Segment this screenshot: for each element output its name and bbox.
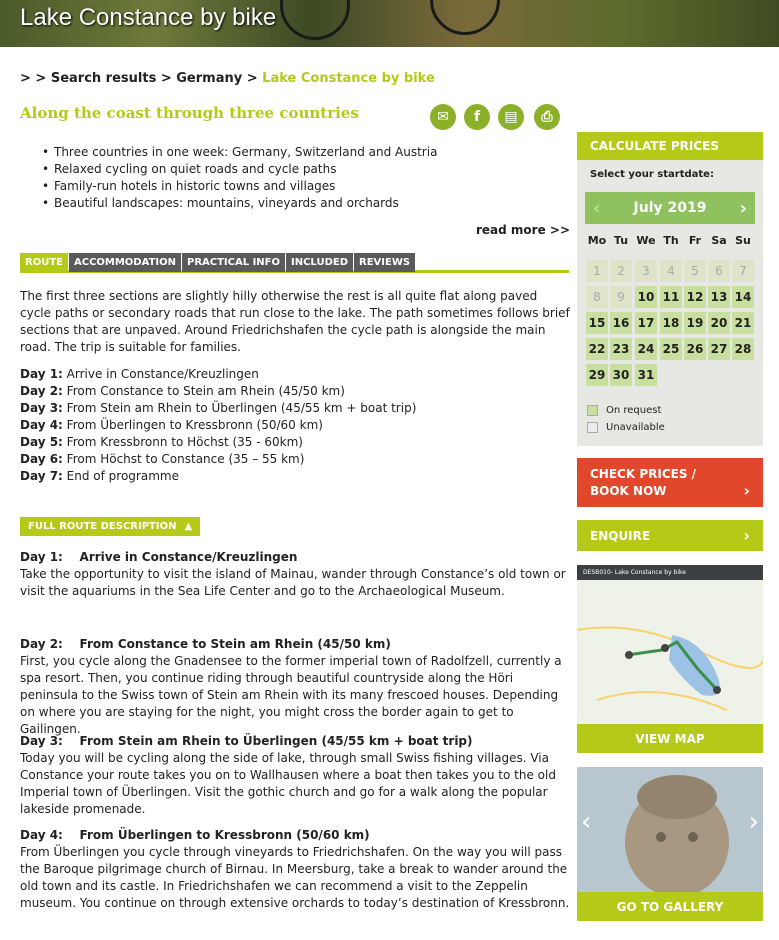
calendar-day: 2	[610, 260, 632, 282]
day-summary-item: Day 4: From Überlingen to Kressbronn (50/60 km)	[20, 418, 323, 432]
calculate-prices-title: CALCULATE PRICES	[577, 132, 763, 160]
chevron-right-icon[interactable]: ›	[739, 197, 747, 219]
hero-title: Lake Constance by bike	[20, 4, 277, 31]
list-item: • Family-run hotels in historic towns and villages	[42, 178, 437, 195]
calendar-day[interactable]: 10	[635, 286, 657, 308]
legend-unavailable	[587, 422, 665, 433]
day-text: Take the opportunity to visit the island of Mainau, wander through Constance’s old town or visit the aquariums in the Sea Life Center and go to the Archaeological Museum.	[20, 567, 566, 598]
page-title: Along the coast through three countries	[20, 104, 359, 122]
calendar-day: 9	[610, 286, 632, 308]
day-text: From Überlingen you cycle through vineyards to Friedrichshafen. On the way you will pass the Baroque pilgrimage church of Birnau. In Meersburg, take a break to wander around the old town and its castle. In Friedrichshafen we can recommend a visit to the Zeppelin museum. You continue on through extensive orchards to today’s destination of Kressbronn.	[20, 845, 570, 910]
weekday-label: We	[636, 234, 656, 247]
day-summary-item: Day 5: From Kressbronn to Höchst (35 - 60km)	[20, 435, 303, 449]
tab-included[interactable]: INCLUDED	[286, 253, 353, 272]
day-detail	[20, 733, 570, 818]
weekday-label: Su	[735, 234, 751, 247]
tab-practical-info[interactable]: PRACTICAL INFO	[182, 253, 285, 272]
calendar-day: 4	[660, 260, 682, 282]
gallery-image[interactable]	[577, 767, 763, 892]
legend-label: Unavailable	[606, 422, 665, 433]
calendar-day[interactable]: 23	[610, 338, 632, 360]
list-item: • Beautiful landscapes: mountains, vineyards and orchards	[42, 195, 437, 212]
map-image	[577, 580, 763, 724]
calendar-day[interactable]: 22	[586, 338, 608, 360]
startdate-label: Select your startdate:	[590, 169, 714, 180]
legend-on-request	[587, 405, 661, 416]
day-detail	[20, 827, 570, 912]
print-icon[interactable]: ⎙	[534, 104, 560, 130]
chevron-right-icon: ›	[743, 526, 750, 545]
enquire-label: ENQUIRE	[590, 528, 651, 543]
calculate-prices-panel	[577, 132, 763, 446]
tab-reviews[interactable]: REVIEWS	[354, 253, 415, 272]
enquire-button[interactable]	[577, 520, 763, 551]
day-text: Today you will be cycling along the side of lake, through small Swiss fishing villages. Via Constance your route takes you on to Wallhausen where a boat then takes you to the old Imperial town of Überlingen. Visit the gothic church and go for a walk along the popular lakeside promenade.	[20, 751, 556, 816]
calendar-day[interactable]: 17	[635, 312, 657, 334]
breadcrumb-current: Lake Constance by bike	[262, 71, 435, 86]
calendar-day[interactable]: 15	[586, 312, 608, 334]
day-heading: Day 2: From Constance to Stein am Rhein (45/50 km)	[20, 637, 391, 651]
pdf-icon[interactable]: ▤	[498, 104, 524, 130]
breadcrumb	[20, 71, 435, 86]
calendar-day[interactable]: 24	[635, 338, 657, 360]
highlights-list	[42, 144, 437, 212]
calendar-day: 1	[586, 260, 608, 282]
weekday-label: Sa	[711, 234, 727, 247]
route-intro: The first three sections are slightly hilly otherwise the rest is all quite flat along paved cycle paths or secondary roads that run close to the lake. The path sometimes follows brief sections that are unpaved. Around Friedrichshafen the cycle path is alongside the main road. The trip is suitable for families.	[20, 289, 570, 354]
statue-photo	[577, 767, 763, 892]
list-item: • Three countries in one week: Germany, Switzerland and Austria	[42, 144, 437, 161]
bike-wheel-image	[280, 0, 350, 40]
calendar-day[interactable]: 21	[732, 312, 754, 334]
go-to-gallery-button[interactable]: GO TO GALLERY	[577, 892, 763, 921]
calendar-day[interactable]: 26	[684, 338, 706, 360]
calendar-day[interactable]: 29	[586, 364, 608, 386]
book-label: CHECK PRICES / BOOK NOW	[590, 467, 697, 498]
calendar-day[interactable]: 13	[708, 286, 730, 308]
calendar-day[interactable]: 14	[732, 286, 754, 308]
weekday-label: Mo	[587, 234, 607, 247]
weekday-label: Fr	[688, 234, 702, 247]
calendar-day[interactable]: 19	[684, 312, 706, 334]
weekday-label: Tu	[613, 234, 629, 247]
weekday-label: Th	[663, 234, 679, 247]
day-detail	[20, 549, 570, 600]
days-summary	[20, 366, 570, 485]
tab-accommodation[interactable]: ACCOMMODATION	[69, 253, 181, 272]
facebook-icon[interactable]: f	[464, 104, 490, 130]
caret-up-icon: ▲	[184, 521, 193, 532]
calendar-day: 6	[708, 260, 730, 282]
calendar-day: 3	[635, 260, 657, 282]
calendar-day[interactable]: 25	[660, 338, 682, 360]
day-summary-item: Day 3: From Stein am Rhein to Überlingen (45/55 km + boat trip)	[20, 401, 417, 415]
calendar-day[interactable]: 16	[610, 312, 632, 334]
calendar-month: July 2019	[633, 200, 707, 216]
check-prices-book-button[interactable]	[577, 458, 763, 507]
chevron-left-icon[interactable]: ‹	[593, 197, 601, 219]
day-summary-item: Day 6: From Höchst to Constance (35 – 55 km)	[20, 452, 305, 466]
day-summary-item: Day 7: End of programme	[20, 469, 179, 483]
calendar-day[interactable]: 18	[660, 312, 682, 334]
day-heading: Day 1: Arrive in Constance/Kreuzlingen	[20, 550, 298, 564]
day-summary-item: Day 1: Arrive in Constance/Kreuzlingen	[20, 367, 259, 381]
hero-banner	[0, 0, 779, 47]
legend-swatch	[587, 422, 598, 433]
calendar-day[interactable]: 20	[708, 312, 730, 334]
map-title-bar	[577, 565, 763, 580]
calendar-day[interactable]: 31	[635, 364, 657, 386]
bike-wheel-image	[430, 0, 500, 35]
read-more-link[interactable]: read more >>	[476, 223, 571, 237]
calendar-day: 5	[684, 260, 706, 282]
full-route-description-button[interactable]	[20, 517, 200, 536]
day-text: First, you cycle along the Gnadensee to the former imperial town of Radolfzell, currently a spa resort. Then, you continue riding through beautiful countryside along the Höri peninsula to the Swiss town of Stein am Rhein with its many frescoed houses. Depending on where you are staying for the night, you might cross the border again to get to Gailingen.	[20, 654, 562, 736]
day-summary-item: Day 2: From Constance to Stein am Rhein (45/50 km)	[20, 384, 345, 398]
chevron-left-icon[interactable]: ‹	[581, 807, 592, 837]
route-map-thumbnail[interactable]	[577, 565, 763, 724]
calendar-day[interactable]: 28	[732, 338, 754, 360]
chevron-right-icon: ›	[743, 481, 750, 500]
day-detail	[20, 636, 570, 738]
list-item: • Relaxed cycling on quiet roads and cycle paths	[42, 161, 437, 178]
day-heading: Day 4: From Überlingen to Kressbronn (50/60 km)	[20, 828, 370, 842]
tab-route[interactable]: ROUTE	[20, 253, 68, 272]
view-map-button[interactable]: VIEW MAP	[577, 724, 763, 753]
breadcrumb-links[interactable]: > > Search results > Germany >	[20, 71, 263, 86]
tab-bar	[20, 253, 569, 273]
day-heading: Day 3: From Stein am Rhein to Überlingen (45/55 km + boat trip)	[20, 734, 473, 748]
legend-swatch	[587, 405, 598, 416]
chevron-right-icon[interactable]: ›	[748, 807, 759, 837]
calendar-day[interactable]: 30	[610, 364, 632, 386]
calendar-day: 8	[586, 286, 608, 308]
calendar-day[interactable]: 12	[684, 286, 706, 308]
email-icon[interactable]: ✉	[430, 104, 456, 130]
calendar-header	[585, 192, 755, 224]
calendar-day: 7	[732, 260, 754, 282]
legend-label: On request	[606, 405, 662, 416]
full-route-label: FULL ROUTE DESCRIPTION	[28, 521, 177, 532]
map-title: DESB010- Lake Constance by bike	[583, 569, 686, 576]
calendar-day[interactable]: 11	[660, 286, 682, 308]
calendar-day[interactable]: 27	[708, 338, 730, 360]
